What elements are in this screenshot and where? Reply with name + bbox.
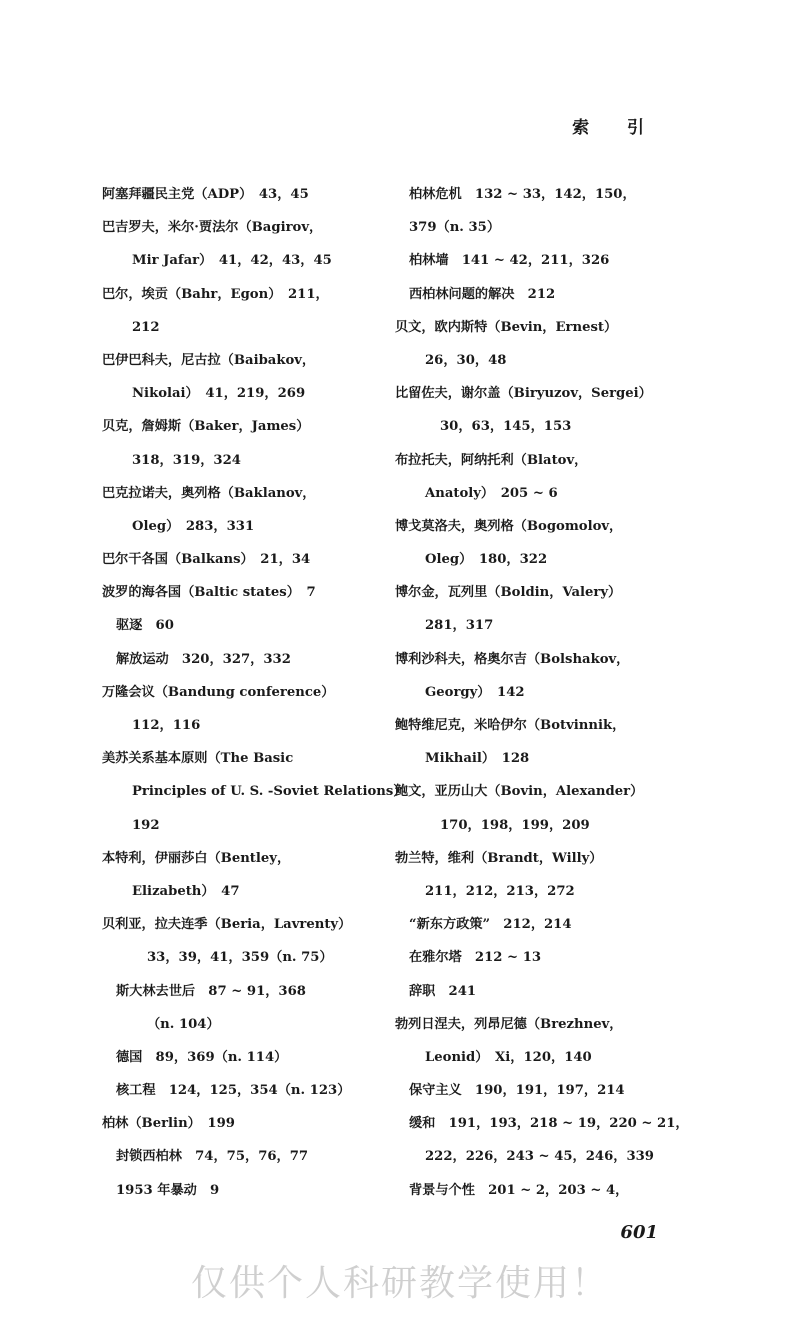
index-entry-line: 阿塞拜疆民主党（ADP） 43，45 — [102, 187, 309, 202]
index-entry-line: Leonid） Xi，120，140 — [425, 1049, 592, 1065]
index-entry-line: 勃兰特，维利（Brandt，Willy） — [395, 850, 603, 866]
index-entry-line: 博尔金，瓦列里（Boldin，Valery） — [395, 585, 622, 601]
index-entry-line: 解放运动 320，327，332 — [116, 651, 291, 667]
index-entry-line: 保守主义 190，191，197，214 — [409, 1083, 625, 1099]
index-entry-line: Oleg） 283，331 — [132, 518, 255, 534]
index-entry-line: 布拉托夫，阿纳托利（Blatov， — [395, 452, 588, 468]
index-entry-line: 柏林墙 141 ~ 42，211，326 — [409, 253, 610, 269]
index-entry-line: 212 — [132, 319, 160, 335]
index-entry-line: “新东方政策” 212，214 — [409, 917, 572, 933]
index-entry-line: 1953 年暴动 9 — [116, 1182, 220, 1198]
index-entry-line: 斯大林去世后 87 ~ 91，368 — [116, 983, 306, 999]
index-entry-line: Principles of U. S. -Soviet Relations） — [132, 784, 407, 800]
index-entry-line: 巴克拉诺夫，奥列格（Baklanov， — [102, 485, 316, 501]
index-entry-line: 112，116 — [132, 718, 201, 733]
index-entry-line: 巴伊巴科夫，尼古拉（Baibakov， — [102, 352, 316, 368]
index-entry-line: 在雅尔塔 212 ~ 13 — [409, 950, 542, 966]
index-entry-line: 核工程 124，125，354（n. 123） — [116, 1083, 351, 1099]
index-entry-line: 本特利，伊丽莎白（Bentley， — [102, 850, 291, 866]
index-entry-line: Oleg） 180，322 — [425, 552, 548, 568]
index-entry-line: 222，226，243 ~ 45，246，339 — [425, 1149, 654, 1165]
index-left-column — [102, 178, 407, 1207]
index-entry-line: 26，30，48 — [425, 352, 507, 368]
index-entry-line: 勃列日涅夫，列昂尼德（Brezhnev， — [395, 1016, 623, 1032]
index-entry-line: 万隆会议（Bandung conference） — [102, 684, 335, 700]
index-entry-line: Mikhail） 128 — [425, 751, 530, 767]
index-entry-line: 柏林（Berlin） 199 — [102, 1116, 235, 1132]
index-entry-line: 192 — [132, 817, 160, 833]
index-entry-line: 鲍文，亚历山大（Bovin，Alexander） — [395, 784, 644, 800]
index-entry-line: 贝文，欧内斯特（Bevin，Ernest） — [395, 319, 618, 335]
index-entry-line: 博利沙科夫，格奥尔吉（Bolshakov， — [395, 651, 630, 667]
index-entry-line: 博戈莫洛夫，奥列格（Bogomolov， — [395, 518, 623, 534]
index-entry-line: Georgy） 142 — [425, 684, 525, 700]
index-entry-line: 318，319，324 — [132, 452, 241, 468]
index-entry-line: 驱逐 60 — [116, 618, 174, 634]
index-entry-line: 柏林危机 132 ~ 33，142，150， — [409, 187, 636, 202]
index-entry-line: 巴尔干各国（Balkans） 21，34 — [102, 552, 311, 568]
index-entry-line: 封锁西柏林 74，75，76，77 — [116, 1149, 309, 1165]
index-entry-line: 美苏关系基本原则（The Basic — [102, 751, 294, 767]
index-header: 索 引 — [572, 118, 660, 138]
index-entry-line: Nikolai） 41，219，269 — [132, 386, 306, 402]
index-entry-line: 33，39，41，359（n. 75） — [147, 950, 333, 966]
index-entry-line: 背景与个性 201 ~ 2，203 ~ 4， — [409, 1182, 629, 1198]
index-entry-line: 379（n. 35） — [409, 220, 501, 236]
index-entry-line: Anatoly） 205 ~ 6 — [425, 485, 558, 501]
index-entry-line: Elizabeth） 47 — [132, 883, 240, 899]
index-entry-line: 缓和 191，193，218 ~ 19，220 ~ 21， — [409, 1116, 689, 1132]
index-entry-line: 辞职 241 — [409, 983, 477, 999]
index-entry-line: 贝利亚，拉夫连季（Beria，Lavrenty） — [102, 917, 352, 933]
index-entry-line: 巴吉罗夫，米尔·贾法尔（Bagirov， — [102, 220, 323, 236]
index-entry-line: 比留佐夫，谢尔盖（Biryuzov，Sergei） — [395, 386, 652, 402]
index-entry-line: 30，63，145，153 — [440, 419, 572, 435]
index-entry-line: （n. 104） — [147, 1016, 220, 1032]
index-entry-line: 贝克，詹姆斯（Baker，James） — [102, 419, 310, 435]
page-number: 601 — [620, 1222, 658, 1243]
index-entry-line: 德国 89，369（n. 114） — [116, 1049, 288, 1065]
index-entry-line: 281，317 — [425, 618, 494, 634]
index-entry-line: 鲍特维尼克，米哈伊尔（Botvinnik， — [395, 718, 626, 733]
index-entry-line: 211，212，213，272 — [425, 883, 575, 899]
index-entry-line: 170，198，199，209 — [440, 817, 590, 833]
index-entry-line: 波罗的海各国（Baltic states） 7 — [102, 585, 316, 601]
index-entry-line: Mir Jafar） 41，42，43，45 — [132, 253, 332, 269]
watermark: 仅供个人科研教学使用！ — [190, 1263, 609, 1304]
index-entry-line: 巴尔，埃贡（Bahr，Egon） 211， — [102, 286, 329, 302]
index-right-column — [395, 178, 689, 1207]
index-entry-line: 西柏林问题的解决 212 — [409, 286, 556, 302]
